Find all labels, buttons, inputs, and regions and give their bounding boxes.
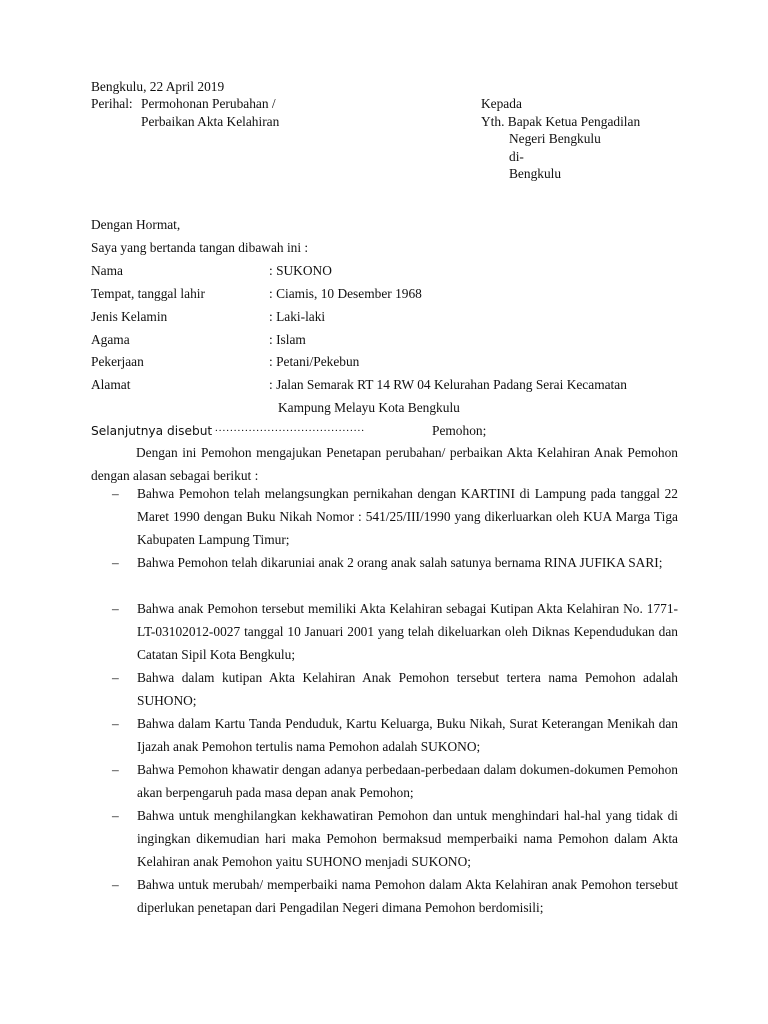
subject-label: Perihal: [91,96,133,111]
place-date: Bengkulu, 22 April 2019 [91,79,225,94]
referred-dots: ........................................ [215,422,365,434]
identity-label-gender: Jenis Kelamin [91,309,168,324]
list-item [112,597,678,666]
body-paragraph: Dengan ini Pemohon mengajukan Penetapan perubahan/ perbaikan Akta Kelahiran Anak Pemohon dengan alasan sebagai berikut : [91,445,678,483]
recipient-yth: Yth. Bapak Ketua Pengadilan [481,114,641,129]
identity-value-religion: : Islam [269,332,306,347]
bullet-dash: – [112,670,119,685]
list-item [112,804,678,873]
list-item [112,758,678,804]
bullet-dash: – [112,555,119,570]
identity-label-birth: Tempat, tanggal lahir [91,286,205,301]
reason-text: Bahwa untuk merubah/ memperbaiki nama Pemohon dalam Akta Kelahiran anak Pemohon tersebut diperlukan penetapan dari Pengadilan Negeri dimana Pemohon berdomisili; [137,877,678,915]
reason-text: Bahwa Pemohon telah melangsungkan pernikahan dengan KARTINI di Lampung pada tanggal 22 Maret 1990 dengan Buku Nikah Nomor : 541/25/III/1990 yang dikerluarkan oleh KUA Marga Tiga Kabupaten Lampung Timur; [137,486,678,547]
bullet-dash: – [112,762,119,777]
identity-label-name: Nama [91,263,123,278]
identity-label-address: Alamat [91,377,131,392]
reason-text: Bahwa Pemohon telah dikaruniai anak 2 orang anak salah satunya bernama RINA JUFIKA SARI; [137,555,663,570]
list-item [112,712,678,758]
reason-text: Bahwa dalam kutipan Akta Kelahiran Anak Pemohon tersebut tertera nama Pemohon adalah SUHONO; [137,670,678,708]
list-item [112,666,678,712]
recipient-city: Bengkulu [509,166,562,181]
greeting: Dengan Hormat, [91,217,181,232]
reason-text: Bahwa anak Pemohon tersebut memiliki Akta Kelahiran sebagai Kutipan Akta Kelahiran No. 1771-LT-03102012-0027 tanggal 10 Januari 2001 yang telah dikeluarkan oleh Diknas Kependudukan dan Catatan Sipil Kota Bengkulu; [137,601,678,662]
recipient-court: Negeri Bengkulu [509,131,601,146]
identity-value-birth: : Ciamis, 10 Desember 1968 [269,286,422,301]
identity-value-name: : SUKONO [269,263,332,278]
identity-value-address: : Jalan Semarak RT 14 RW 04 Kelurahan Padang Serai Kecamatan [269,377,627,392]
bullet-dash: – [112,877,119,892]
referred-value: Pemohon; [432,423,487,438]
list-item [112,482,678,551]
identity-value-occupation: : Petani/Pekebun [269,354,360,369]
subject-line-1: Permohonan Perubahan / [141,96,276,111]
bullet-dash: – [112,486,119,501]
subject-line-2: Perbaikan Akta Kelahiran [141,114,280,129]
intro-text: Saya yang bertanda tangan dibawah ini : [91,240,309,255]
list-item [112,873,678,942]
identity-label-religion: Agama [91,332,130,347]
recipient-di: di- [509,149,524,164]
bullet-dash: – [112,808,119,823]
reason-text: Bahwa dalam Kartu Tanda Penduduk, Kartu Keluarga, Buku Nikah, Surat Keterangan Menikah dan Ijazah anak Pemohon tertulis nama Pemohon adalah SUKONO; [137,716,678,754]
bullet-dash: – [112,716,119,731]
identity-label-occupation: Pekerjaan [91,354,144,369]
bullet-dash: – [112,601,119,616]
recipient-kepada: Kepada [481,96,522,111]
identity-value-gender: : Laki-laki [269,309,326,324]
referred-label: Selanjutnya disebut [91,424,213,438]
reason-text: Bahwa Pemohon khawatir dengan adanya perbedaan-perbedaan dalam dokumen-dokumen Pemohon akan berpengaruh pada masa depan anak Pemohon; [137,762,678,800]
reason-text: Bahwa untuk menghilangkan kekhawatiran Pemohon dan untuk menghindari hal-hal yang tidak di ingingkan dikemudian hari maka Pemohon bermaksud memperbaiki nama Pemohon dalam Akta Kelahiran anak Pemohon yaitu SUHONO menjadi SUKONO; [137,808,678,869]
identity-address-continued: Kampung Melayu Kota Bengkulu [278,400,460,415]
reasons-list [112,482,678,942]
list-item [112,551,678,597]
